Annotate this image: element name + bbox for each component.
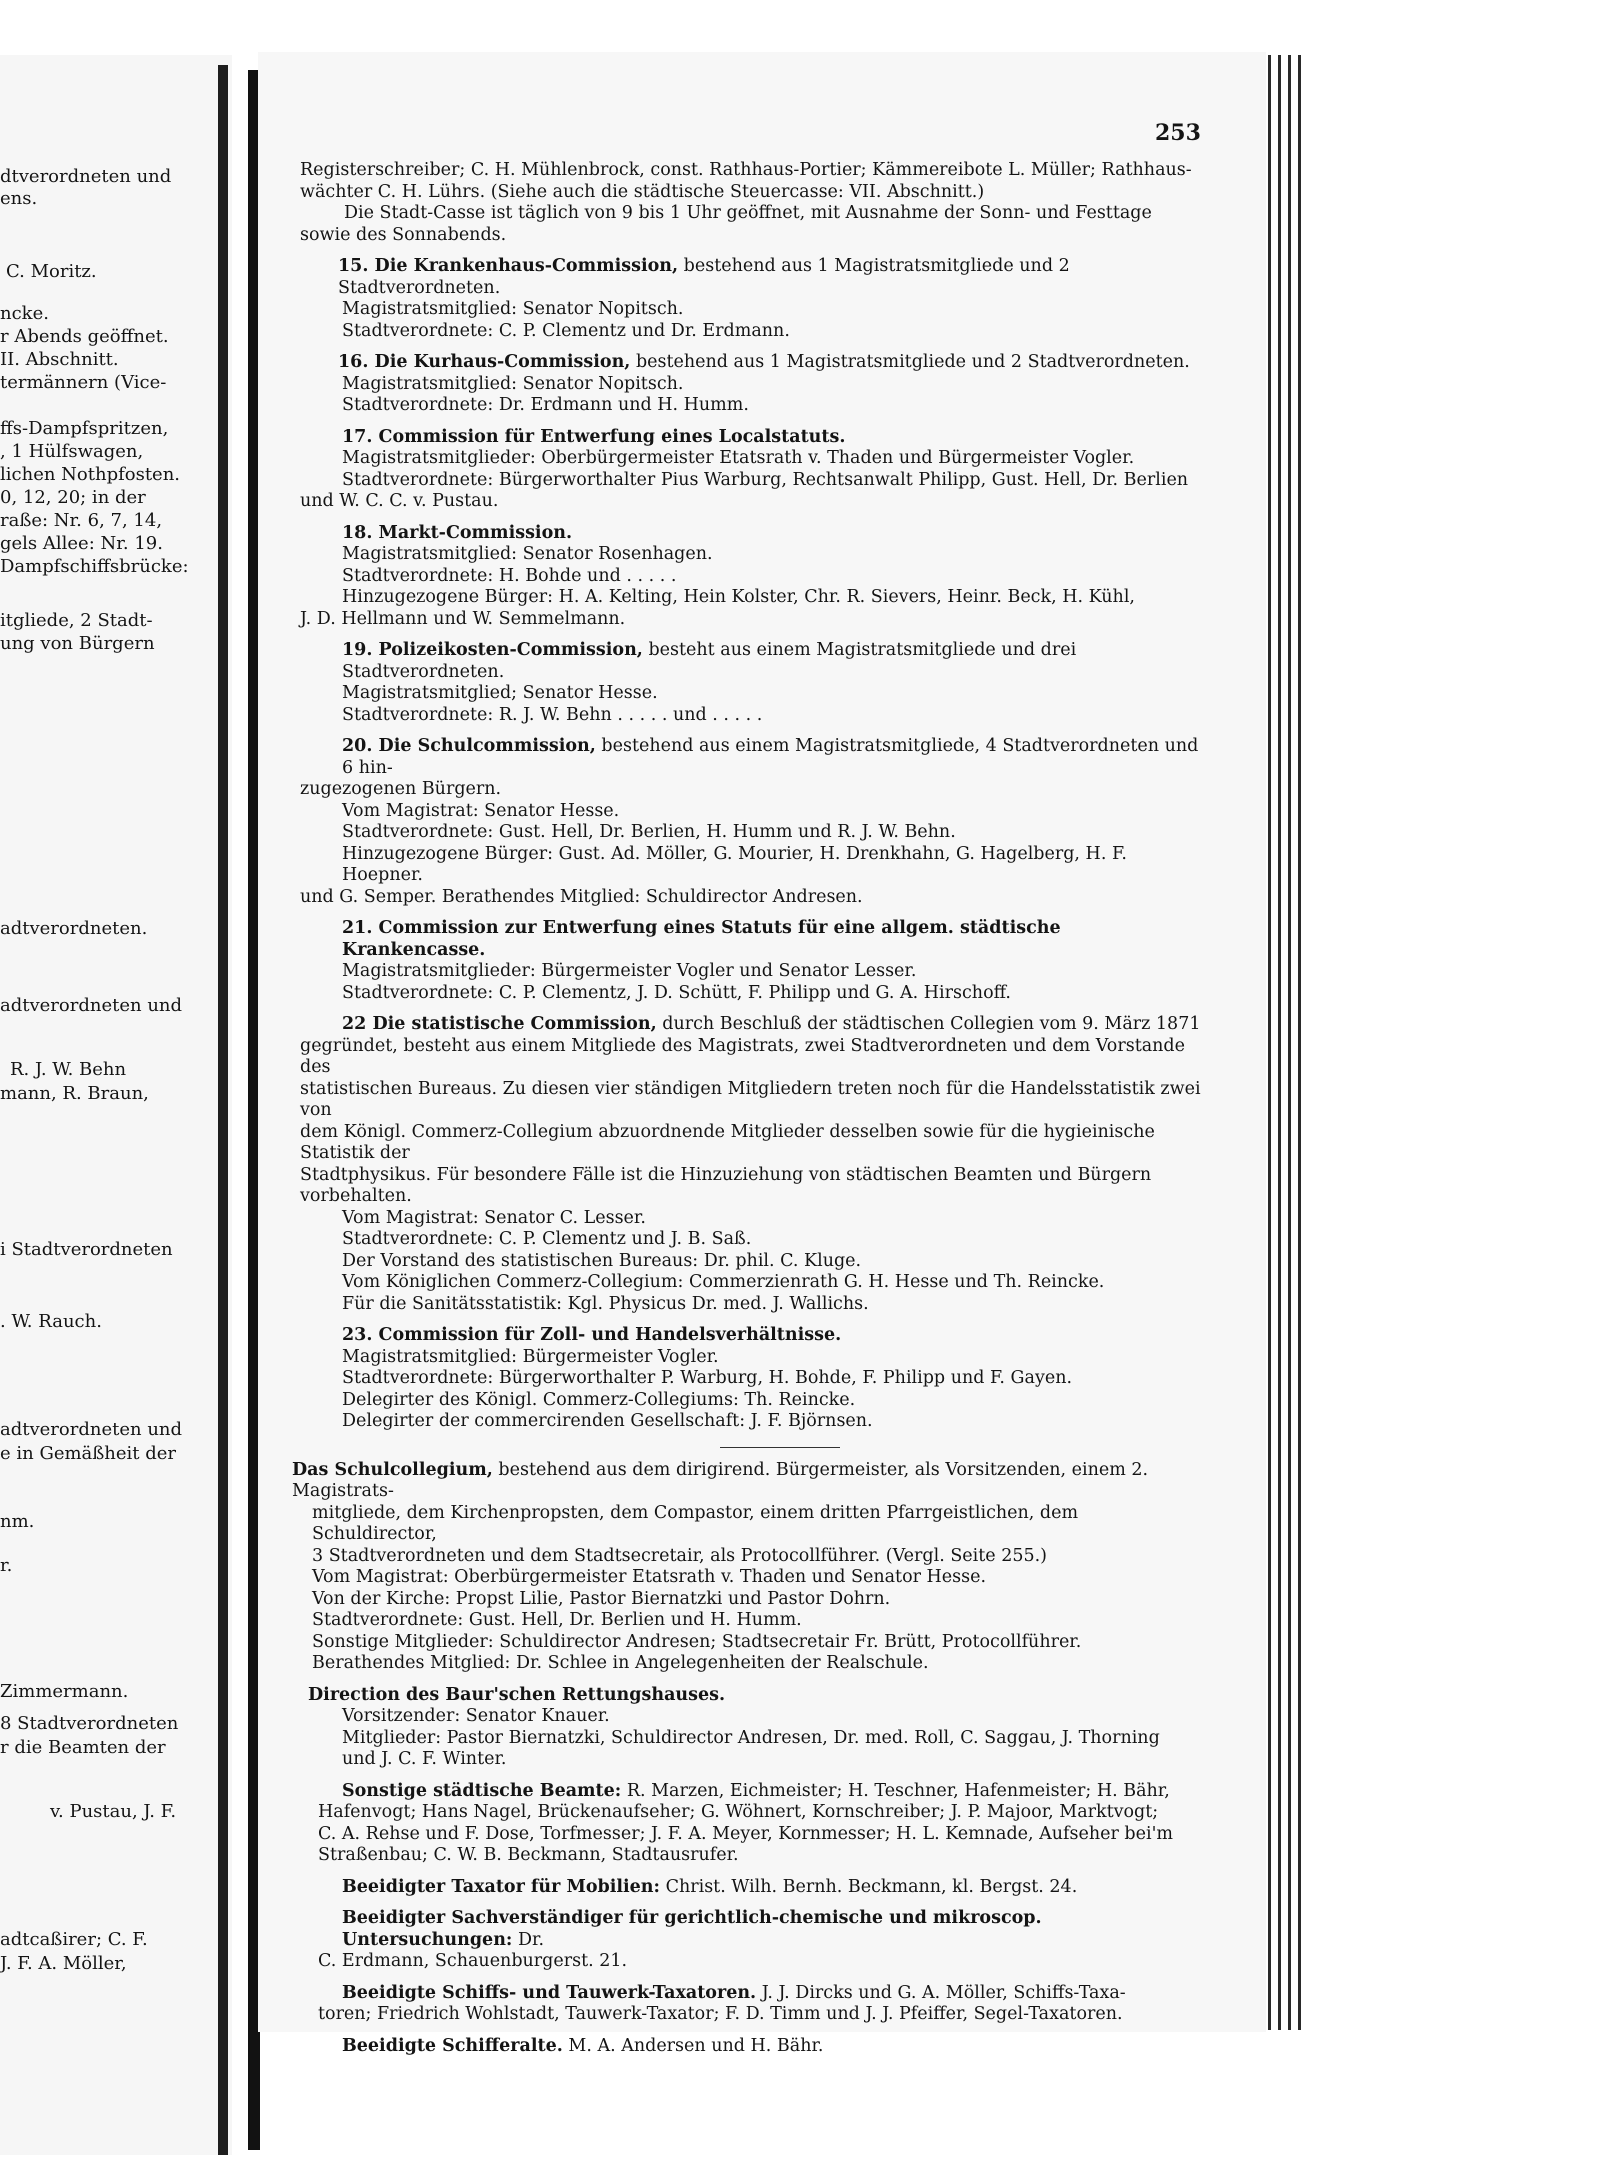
left-fragment: adtverordneten und: [0, 995, 183, 1016]
text-line: Magistratsmitglied; Senator Hesse.: [342, 683, 658, 703]
section-heading-line: [342, 736, 1205, 779]
section-heading: 18. Markt-Commission.: [342, 522, 573, 543]
commission-section: [300, 1014, 1205, 1315]
text-line: Stadtverordnete: Gust. Hell, Dr. Berlien, H. Humm und R. J. W. Behn.: [342, 822, 956, 842]
text-line: Delegirter des Königl. Commerz-Collegiums: Th. Reincke.: [342, 1389, 856, 1410]
commission-section: [300, 523, 1205, 631]
text-line: dem Königl. Commerz-Collegium abzuordnende Mitglieder desselben sowie für die hygieinische Statistik der: [300, 1121, 1155, 1163]
left-fragment: ung von Bürgern: [0, 633, 155, 654]
page-number: 253: [1155, 120, 1201, 146]
left-fragment: itgliede, 2 Stadt-: [0, 610, 153, 631]
section-description: bestehend aus dem dirigirend. Bürgermeister, als Vorsitzenden, einem 2. Magistrats-: [292, 1459, 1149, 1501]
text-line: Hinzugezogene Bürger: H. A. Kelting, Hein Kolster, Chr. R. Sievers, Heinr. Beck, H. Kühl,: [342, 587, 1135, 607]
section-heading-line: [318, 1877, 1205, 1899]
left-fragment: ffs-Dampfspritzen,: [0, 418, 169, 439]
section-heading-line: [318, 1908, 1205, 1951]
text-line: Stadtverordnete: H. Bohde und . . . . .: [342, 565, 677, 586]
text-line: zugezogenen Bürgern.: [300, 779, 502, 799]
text-line: und W. C. C. v. Pustau.: [300, 491, 499, 511]
section-heading-line: [318, 2036, 1205, 2058]
left-page: [0, 55, 232, 2155]
left-fragment: e in Gemäßheit der: [0, 1443, 177, 1464]
left-fragment: J. F. A. Möller,: [0, 1953, 127, 1974]
text-line: J. D. Hellmann und W. Semmelmann.: [300, 608, 626, 629]
commission-section: [300, 640, 1205, 726]
text-line: Stadtphysikus. Für besondere Fälle ist die Hinzuziehung von städtischen Beamten und Bürgern vorbehalten.: [300, 1164, 1152, 1206]
commission-section: [300, 736, 1205, 908]
section-heading: 21. Commission zur Entwerfung eines Statuts für eine allgem. städtische Krankencasse.: [342, 918, 1061, 960]
text-line: Stadtverordnete: C. P. Clementz, J. D. Schütt, F. Philipp und G. A. Hirschoff.: [342, 982, 1011, 1003]
section-heading: 20. Die Schulcommission,: [342, 736, 596, 756]
text-line: Hafenvogt; Hans Nagel, Brückenaufseher; G. Wöhnert, Kornschreiber; J. P. Majoor, Marktvogt;: [318, 1802, 1159, 1822]
left-fragment: . W. Rauch.: [0, 1311, 102, 1332]
text-line: Vom Magistrat: Senator C. Lesser.: [342, 1207, 646, 1228]
left-fragment: v. Pustau, J. F.: [50, 1801, 177, 1822]
taxator-section: [318, 1877, 1205, 1899]
left-fragment: adtcaßirer; C. F.: [0, 1929, 148, 1950]
left-fragment: gels Allee: Nr. 19.: [0, 533, 163, 554]
left-fragment: mann, R. Braun,: [0, 1083, 149, 1104]
section-heading: Beeidigte Schifferalte.: [342, 2035, 563, 2056]
left-fragment: raße: Nr. 6, 7, 14,: [0, 510, 163, 531]
text-line: Von der Kirche: Propst Lilie, Pastor Biernatzki und Pastor Dohrn.: [312, 1588, 891, 1609]
text-line: Vom Königlichen Commerz-Collegium: Commerzienrath G. H. Hesse und Th. Reincke.: [342, 1272, 1105, 1292]
text-line: Vom Magistrat: Senator Hesse.: [342, 800, 620, 821]
text-line: Der Vorstand des statistischen Bureaus: Dr. phil. C. Kluge.: [342, 1250, 862, 1271]
text-line: Die Stadt-Casse ist täglich von 9 bis 1 Uhr geöffnet, mit Ausnahme der Sonn- und Festtage: [344, 203, 1152, 223]
commission-section: [300, 352, 1205, 417]
commission-section: [300, 1325, 1205, 1433]
text-line: Straßenbau; C. W. B. Beckmann, Stadtausrufer.: [318, 1845, 739, 1865]
commission-section: [300, 918, 1205, 1004]
section-heading: Das Schulcollegium,: [292, 1459, 493, 1480]
section-heading: 15. Die Krankenhaus-Commission,: [338, 256, 679, 276]
left-fragment: R. J. W. Behn: [10, 1059, 127, 1080]
section-heading: 17. Commission für Entwerfung eines Localstatuts.: [342, 426, 846, 447]
commission-section: [300, 256, 1205, 342]
commission-section: [300, 427, 1205, 513]
text-line: sowie des Sonnabends.: [300, 224, 507, 245]
text-line: C. A. Rehse und F. Dose, Torfmesser; J. F. A. Meyer, Kornmesser; H. L. Kemnade, Aufseher bei'm: [318, 1823, 1173, 1844]
left-fragment: termännern (Vice-: [0, 372, 167, 393]
left-fragment: ncke.: [0, 303, 49, 324]
section-heading: 16. Die Kurhaus-Commission,: [338, 352, 631, 372]
schiffs-taxatoren-section: [318, 1983, 1205, 2026]
left-fragment: r Abends geöffnet.: [0, 326, 169, 347]
text-line: Für die Sanitätsstatistik: Kgl. Physicus Dr. med. J. Wallichs.: [342, 1293, 869, 1314]
text-line: Stadtverordnete: Bürgerworthalter Pius Warburg, Rechtsanwalt Philipp, Gust. Hell, Dr. Berlien: [342, 469, 1189, 490]
section-heading: Beeidigte Schiffs- und Tauwerk-Taxatoren.: [342, 1982, 757, 2003]
left-fragment: Dampfschiffsbrücke:: [0, 556, 189, 577]
left-fragment: dtverordneten und: [0, 166, 172, 187]
text-line: gegründet, besteht aus einem Mitgliede des Magistrats, zwei Stadtverordneten und dem Vorstande des: [300, 1035, 1185, 1077]
section-divider: [720, 1447, 840, 1448]
text-line: Magistratsmitglieder: Oberbürgermeister Etatsrath v. Thaden und Bürgermeister Vogler.: [342, 448, 1135, 468]
text-line: Stadtverordnete: Bürgerworthalter P. Warburg, H. Bohde, F. Philipp und F. Gayen.: [342, 1368, 1073, 1388]
left-fragment: 0, 12, 20; in der: [0, 487, 146, 508]
text-line: mitgliede, dem Kirchenpropsten, dem Compastor, einem dritten Pfarrgeistlichen, dem Schuldirector,: [312, 1502, 1079, 1544]
text-line: Registerschreiber; C. H. Mühlenbrock, const. Rathhaus-Portier; Kämmereibote L. Müller; Rathhaus-: [300, 160, 1192, 180]
page-edge: [1288, 55, 1291, 2030]
text-line: Stadtverordnete: C. P. Clementz und Dr. Erdmann.: [342, 320, 790, 341]
text-line: Delegirter der commercirenden Gesellschaft: J. F. Björnsen.: [342, 1411, 873, 1431]
beamte-section: [318, 1781, 1205, 1867]
section-heading: Beeidigter Sachverständiger für gerichtlich-chemische und mikroscop. Untersuchungen:: [342, 1908, 1042, 1950]
text-line: Stadtverordnete: Gust. Hell, Dr. Berlien und H. Humm.: [312, 1610, 802, 1630]
section-description: J. J. Dircks und G. A. Möller, Schiffs-Taxa-: [761, 1982, 1126, 2003]
left-fragment: adtverordneten.: [0, 918, 148, 939]
left-fragment: Zimmermann.: [0, 1681, 129, 1702]
left-fragment: r.: [0, 1555, 13, 1576]
page-content: [292, 160, 1205, 2057]
text-line: Vorsitzender: Senator Knauer.: [342, 1706, 610, 1726]
text-line: Magistratsmitglied: Senator Nopitsch.: [342, 299, 684, 319]
section-heading-line: [338, 352, 1205, 374]
page-edge: [1298, 55, 1301, 2030]
text-line: und J. C. F. Winter.: [342, 1749, 507, 1769]
section-description: Dr.: [517, 1929, 545, 1950]
section-description: bestehend aus 1 Magistratsmitgliede und 2 Stadtverordneten.: [635, 352, 1190, 372]
text-line: C. Erdmann, Schauenburgerst. 21.: [318, 1951, 628, 1971]
text-line: Magistratsmitglied: Senator Nopitsch.: [342, 373, 684, 394]
section-heading-line: [342, 640, 1205, 683]
left-fragment: II. Abschnitt.: [0, 349, 119, 370]
section-heading: 23. Commission für Zoll- und Handelsverhältnisse.: [342, 1325, 842, 1345]
text-line: Sonstige Mitglieder: Schuldirector Andresen; Stadtsecretair Fr. Brütt, Protocollführer.: [312, 1631, 1082, 1652]
section-heading-line: [338, 256, 1205, 299]
left-fragment: nm.: [0, 1511, 35, 1532]
section-description: besteht aus einem Magistratsmitgliede und drei Stadtverordneten.: [342, 640, 1077, 682]
section-description: M. A. Andersen und H. Bähr.: [568, 2035, 824, 2056]
section-heading: Direction des Baur'schen Rettungshauses.: [308, 1684, 726, 1705]
text-line: Vom Magistrat: Oberbürgermeister Etatsrath v. Thaden und Senator Hesse.: [312, 1567, 987, 1587]
section-heading-line: [342, 1014, 1205, 1036]
section-description: bestehend aus 1 Magistratsmitgliede und 2 Stadtverordneten.: [338, 256, 1070, 298]
left-fragment: adtverordneten und: [0, 1419, 183, 1440]
section-heading: Sonstige städtische Beamte:: [342, 1780, 622, 1801]
section-description: bestehend aus einem Magistratsmitgliede, 4 Stadtverordneten und 6 hin-: [342, 736, 1199, 778]
left-fragment: , 1 Hülfswagen,: [0, 441, 144, 462]
section-heading-line: [318, 1781, 1205, 1803]
text-line: 3 Stadtverordneten und dem Stadtsecretair, als Protocollführer. (Vergl. Seite 255.): [312, 1545, 1047, 1566]
left-page-shadow: [218, 65, 228, 2155]
section-heading-line: [292, 1460, 1205, 1503]
section-heading-line: [318, 1983, 1205, 2005]
schifferalte-section: [318, 2036, 1205, 2058]
section-heading: 19. Polizeikosten-Commission,: [342, 640, 643, 660]
text-line: Magistratsmitglied: Senator Rosenhagen.: [342, 544, 713, 564]
schulcollegium-section: [292, 1459, 1205, 1675]
section-heading: 22 Die statistische Commission,: [342, 1014, 657, 1034]
left-fragment: C. Moritz.: [6, 261, 97, 282]
section-description: Christ. Wilh. Bernh. Beckmann, kl. Bergst. 24.: [665, 1876, 1078, 1897]
text-line: Hinzugezogene Bürger: Gust. Ad. Möller, G. Mourier, H. Drenkhahn, G. Hagelberg, H. F. Hoepner.: [342, 843, 1127, 885]
text-line: wächter C. H. Lührs. (Siehe auch die städtische Steuercasse: VII. Abschnitt.): [300, 181, 985, 202]
page-edge: [1278, 55, 1281, 2030]
left-fragment: 8 Stadtverordneten: [0, 1713, 179, 1734]
page-edge: [1268, 55, 1271, 2030]
text-line: Stadtverordnete: R. J. W. Behn . . . . . und . . . . .: [342, 704, 763, 725]
text-line: toren; Friedrich Wohlstadt, Tauwerk-Taxator; F. D. Timm und J. J. Pfeiffer, Segel-Taxatoren.: [318, 2004, 1123, 2024]
text-line: Magistratsmitglieder: Bürgermeister Vogler und Senator Lesser.: [342, 961, 917, 981]
text-line: Magistratsmitglied: Bürgermeister Vogler.: [342, 1346, 719, 1367]
left-fragment: lichen Nothpfosten.: [0, 464, 181, 485]
section-description: R. Marzen, Eichmeister; H. Teschner, Hafenmeister; H. Bähr,: [626, 1780, 1170, 1801]
sachverstaendiger-section: [318, 1908, 1205, 1973]
text-line: Stadtverordnete: C. P. Clementz und J. B. Saß.: [342, 1229, 752, 1249]
section-heading: Beeidigter Taxator für Mobilien:: [342, 1876, 660, 1897]
left-fragment: i Stadtverordneten: [0, 1239, 173, 1260]
section-description: durch Beschluß der städtischen Collegien vom 9. März 1871: [662, 1014, 1201, 1034]
text-line: Mitglieder: Pastor Biernatzki, Schuldirector Andresen, Dr. med. Roll, C. Saggau, J. Thorning: [342, 1727, 1160, 1748]
text-line: und G. Semper. Berathendes Mitglied: Schuldirector Andresen.: [300, 886, 863, 907]
left-fragment: ens.: [0, 188, 38, 209]
text-line: Berathendes Mitglied: Dr. Schlee in Angelegenheiten der Realschule.: [312, 1653, 929, 1673]
text-line: statistischen Bureaus. Zu diesen vier ständigen Mitgliedern treten noch für die Handelsstatistik zwei von: [300, 1078, 1201, 1120]
direction-section: [308, 1684, 1205, 1771]
text-line: Stadtverordnete: Dr. Erdmann und H. Humm.: [342, 395, 749, 415]
left-fragment: r die Beamten der: [0, 1737, 166, 1758]
